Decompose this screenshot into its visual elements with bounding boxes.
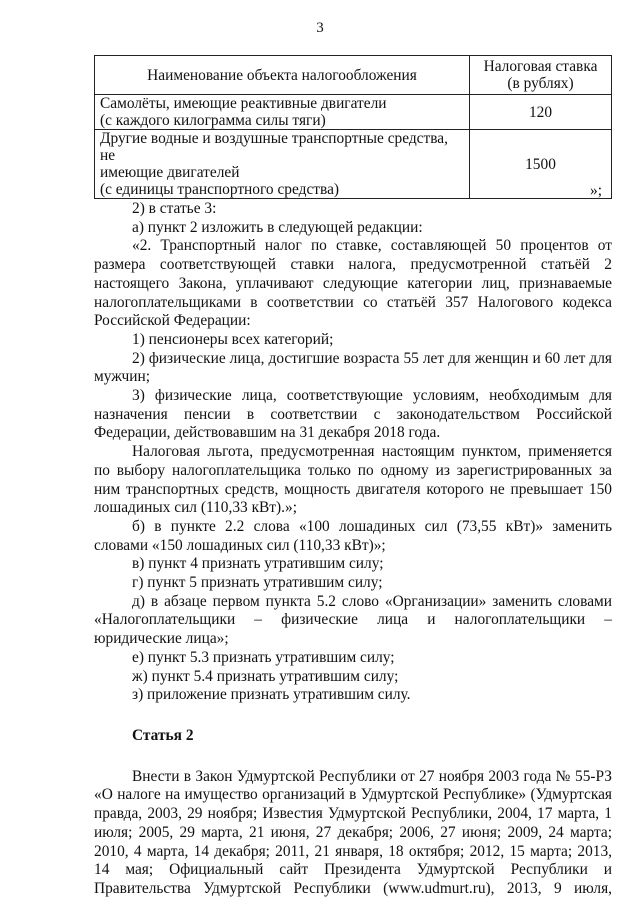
paragraph: 1) пенсионеры всех категорий; (132, 330, 334, 348)
spacer (94, 705, 612, 727)
paragraph: а) пункт 2 изложить в следующей редакции: (132, 218, 423, 236)
paragraph: д) в абзаце первом пункта 5.2 слово «Организации» заменить словами «Налогоплательщики – физические лица и налогоплательщики – юридические лица»; (94, 592, 612, 648)
document-body (94, 200, 612, 899)
paragraph: е) пункт 5.3 признать утратившим силу; (132, 648, 395, 666)
paragraph: г) пункт 5 признать утратившим силу; (132, 574, 383, 592)
table-cell-rate: 120 (470, 95, 612, 130)
tax-rate-table (94, 55, 612, 199)
table-cell-line: (с единицы транспортного средства) (100, 181, 340, 198)
paragraph: 2) физические лица, достигшие возраста 55 лет для женщин и 60 лет для мужчин; (94, 349, 612, 386)
table-header-object: Наименование объекта налогообложения (95, 56, 470, 95)
paragraph: 2) в статье 3: (132, 200, 217, 217)
table-cell-line: (с каждого килограмма силы тяги) (100, 112, 326, 129)
paragraph: з) приложение признать утратившим силу. (132, 686, 411, 704)
table-closing-quote: »; (590, 182, 602, 199)
table-header-rate-line: Налоговая ставка (483, 58, 598, 75)
paragraph: б) в пункте 2.2 слова «100 лошадиных сил (73,55 кВт)» заменить словами «150 лошадиных сил (110,33 кВт)»; (94, 517, 612, 554)
table-row (95, 130, 612, 199)
paragraph: в) пункт 4 признать утратившим силу; (132, 555, 384, 573)
article-title: Статья 2 (132, 726, 194, 744)
table-header-rate-line: (в рублях) (507, 75, 574, 92)
page-number: 3 (316, 20, 324, 36)
spacer (94, 746, 612, 768)
table-cell-line: Самолёты, имеющие реактивные двигатели (100, 95, 387, 112)
table-row (95, 95, 612, 130)
table-cell-line: Другие водные и воздушные транспортные средства, не (100, 130, 448, 164)
paragraph: «2. Транспортный налог по ставке, составляющей 50 процентов от размера соответствующей ставки налога, предусмотренной статьёй 2 настоящего Закона, уплачивают следующие категории лиц, признаваемые налогоплательщиками в соответствии со статьёй 357 Налогового кодекса Российской Федерации: (94, 237, 612, 330)
table-cell-object (95, 95, 470, 130)
paragraph: ж) пункт 5.4 признать утратившим силу; (132, 667, 399, 685)
article-paragraph: Внести в Закон Удмуртской Республики от 27 ноября 2003 года № 55-РЗ «О налоге на имущество организаций в Удмуртской Республике» (Удмуртская правда, 2003, 29 ноября; Известия Удмуртской Республики, 2004, 17 марта, 1 июля; 2005, 29 марта, 21 июня, 27 декабря; 2006, 27 июня; 2009, 24 марта; 2010, 4 марта, 14 декабря; 2011, 21 января, 18 октября; 2012, 15 марта; 2013, 14 мая; Официальный сайт Президента Удмуртской Республики и Правительства Удмуртской Республики (www.udmurt.ru), 2013, 9 июля, (94, 767, 612, 897)
table-header-row (95, 56, 612, 95)
table-header-rate (470, 56, 612, 95)
table-cell-object (95, 130, 470, 199)
paragraph: 3) физические лица, соответствующие условиям, необходимым для назначения пенсии в соответствии с законодательством Российской Федерации, действовавшим на 31 декабря 2018 года. (94, 387, 612, 442)
table-cell-rate: 1500 (470, 130, 612, 199)
paragraph: Налоговая льгота, предусмотренная настоящим пунктом, применяется по выбору налогоплательщика только по одному из зарегистрированных за ним транспортных средств, мощность двигателя которого не превышает 150 лошадиных сил (110,33 кВт).»; (94, 443, 612, 517)
table-cell-line: имеющие двигателей (100, 164, 240, 181)
